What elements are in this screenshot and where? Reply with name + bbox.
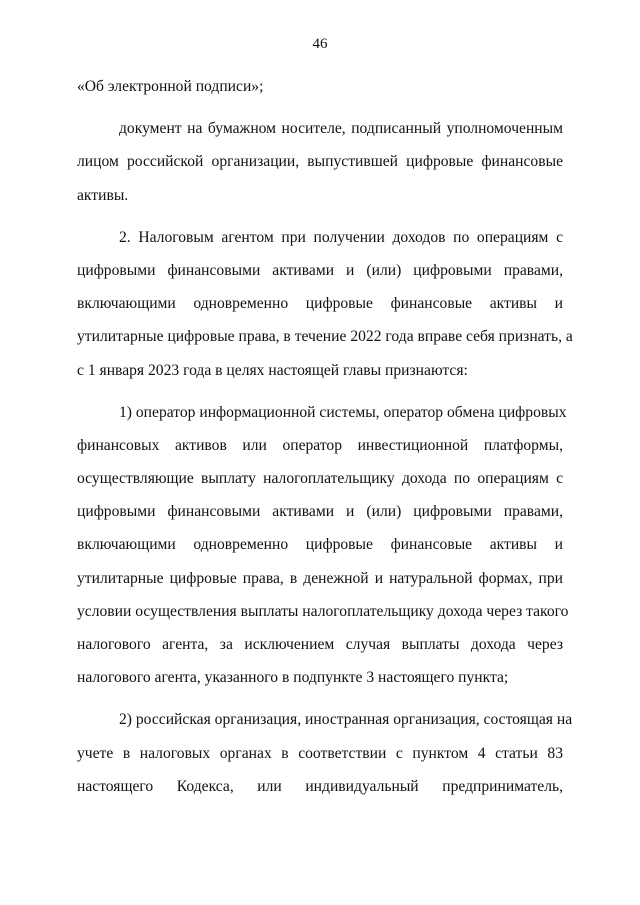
text-line: документ на бумажном носителе, подписанный уполномоченным bbox=[119, 120, 563, 138]
text-line: активы. bbox=[77, 186, 129, 204]
text-line: налогового агента, за исключением случая выплаты дохода через bbox=[77, 636, 563, 653]
text-line: условии осуществления выплаты налогоплательщику дохода через такого bbox=[77, 602, 569, 620]
text-line: «Об электронной подписи»; bbox=[77, 78, 264, 95]
text-line: с 1 января 2023 года в целях настоящей главы признаются: bbox=[77, 361, 468, 379]
text-line: цифровыми финансовыми активами и (или) цифровыми правами, bbox=[77, 503, 563, 521]
text-line: финансовых активов или оператор инвестиционной платформы, bbox=[77, 436, 563, 454]
text-line: утилитарные цифровые права, в денежной и натуральной формах, при bbox=[77, 569, 563, 587]
document-body bbox=[77, 70, 573, 803]
text-line: цифровыми финансовыми активами и (или) цифровыми правами, bbox=[77, 261, 563, 279]
paragraph-gap bbox=[77, 387, 563, 396]
text-line: учете в налоговых органах в соответствии с пунктом 4 статьи 83 bbox=[77, 744, 563, 762]
page-number: 46 bbox=[312, 36, 328, 52]
paragraph-gap bbox=[77, 694, 563, 703]
paragraph-gap bbox=[77, 212, 563, 221]
paragraph-gap bbox=[77, 103, 563, 112]
text-line: 2) российская организация, иностранная организация, состоящая на bbox=[119, 711, 573, 729]
text-line: 1) оператор информационной системы, оператор обмена цифровых bbox=[119, 403, 567, 421]
text-line: утилитарные цифровые права, в течение 2022 года вправе себя признать, а bbox=[77, 328, 573, 346]
text-line: 2. Налоговым агентом при получении доходов по операциям с bbox=[119, 228, 563, 246]
text-line: лицом российской организации, выпустившей цифровые финансовые bbox=[77, 153, 563, 171]
text-line: включающими одновременно цифровые финансовые активы и bbox=[77, 295, 563, 313]
text-line: осуществляющие выплату налогоплательщику дохода по операциям с bbox=[77, 470, 563, 488]
text-line: настоящего Кодекса, или индивидуальный предприниматель, bbox=[77, 777, 563, 795]
text-line: включающими одновременно цифровые финансовые активы и bbox=[77, 536, 563, 554]
text-line: налогового агента, указанного в подпункте 3 настоящего пункта; bbox=[77, 669, 509, 687]
